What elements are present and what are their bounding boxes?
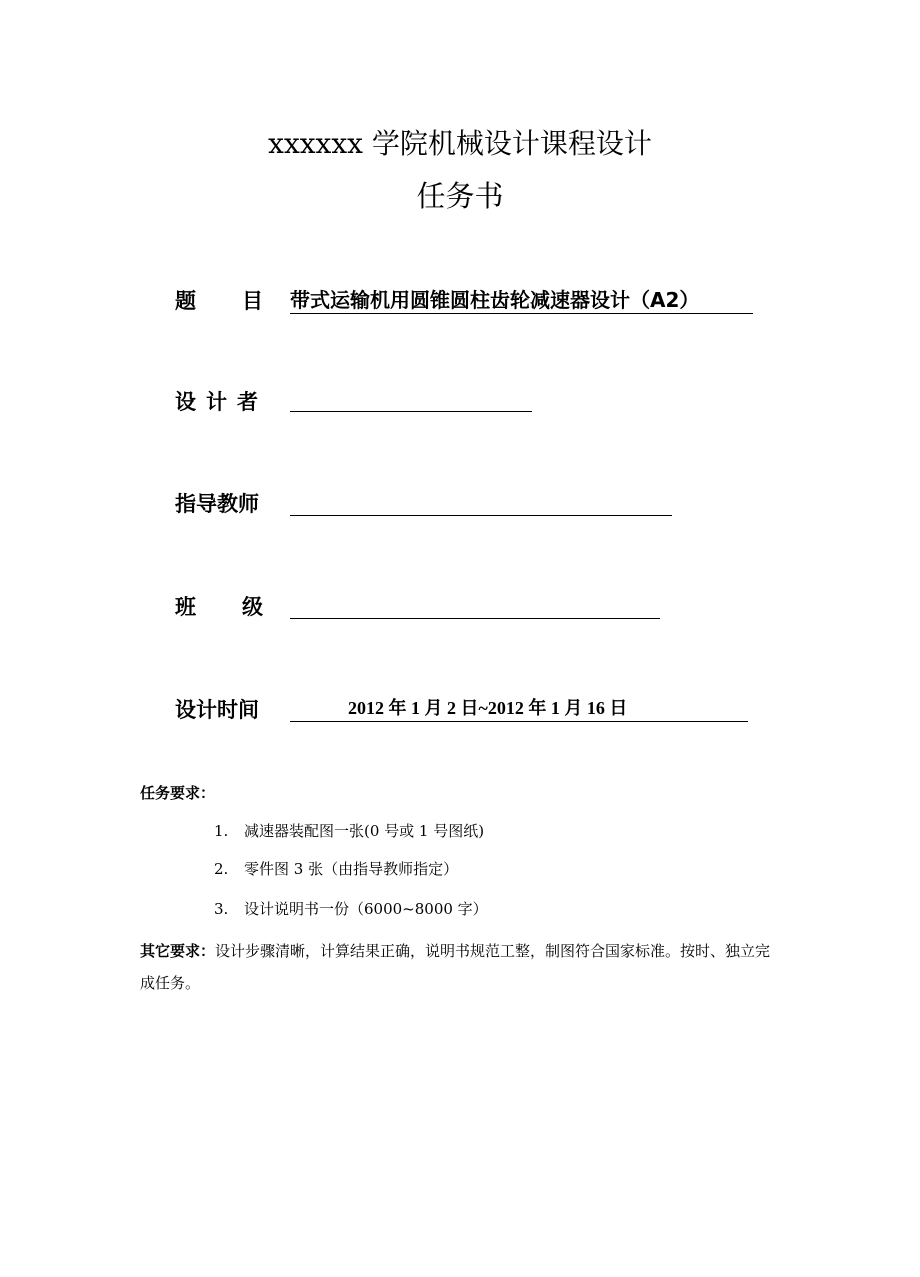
page-title: xxxxxx 学院机械设计课程设计 bbox=[268, 127, 652, 160]
other-requirements-label: 其它要求： bbox=[140, 942, 216, 960]
class-label: 班级 bbox=[175, 595, 309, 619]
advisor-field[interactable] bbox=[290, 488, 672, 516]
list-item bbox=[214, 898, 488, 920]
list-item-number: 2. bbox=[214, 860, 229, 878]
list-item-text: 减速器装配图一张(0 号或 1 号图纸) bbox=[244, 822, 485, 840]
advisor-label: 指导教师 bbox=[175, 492, 259, 516]
requirements-heading: 任务要求： bbox=[140, 784, 216, 802]
designer-label: 设计者 bbox=[175, 390, 268, 414]
other-requirements-text: 设计步骤清晰，计算结果正确，说明书规范工整，制图符合国家标准。按时、独立完成任务。 bbox=[140, 942, 771, 992]
list-item-text: 设计说明书一份（6000~8000 字） bbox=[244, 900, 488, 918]
list-item bbox=[214, 858, 458, 880]
time-label: 设计时间 bbox=[175, 698, 259, 722]
list-item-number: 1. bbox=[214, 822, 229, 840]
list-item-number: 3. bbox=[214, 900, 229, 918]
time-field: 2012 年 1 月 2 日~2012 年 1 月 16 日 bbox=[290, 694, 748, 722]
list-item bbox=[214, 820, 484, 842]
class-field[interactable] bbox=[290, 591, 660, 619]
designer-field[interactable] bbox=[290, 384, 532, 412]
subject-field: 带式运输机用圆锥圆柱齿轮减速器设计（A2） bbox=[290, 286, 753, 314]
page-subtitle: 任务书 bbox=[416, 179, 504, 213]
other-requirements bbox=[140, 935, 785, 999]
list-item-text: 零件图 3 张（由指导教师指定） bbox=[244, 860, 459, 878]
subject-label: 题目 bbox=[175, 289, 309, 313]
